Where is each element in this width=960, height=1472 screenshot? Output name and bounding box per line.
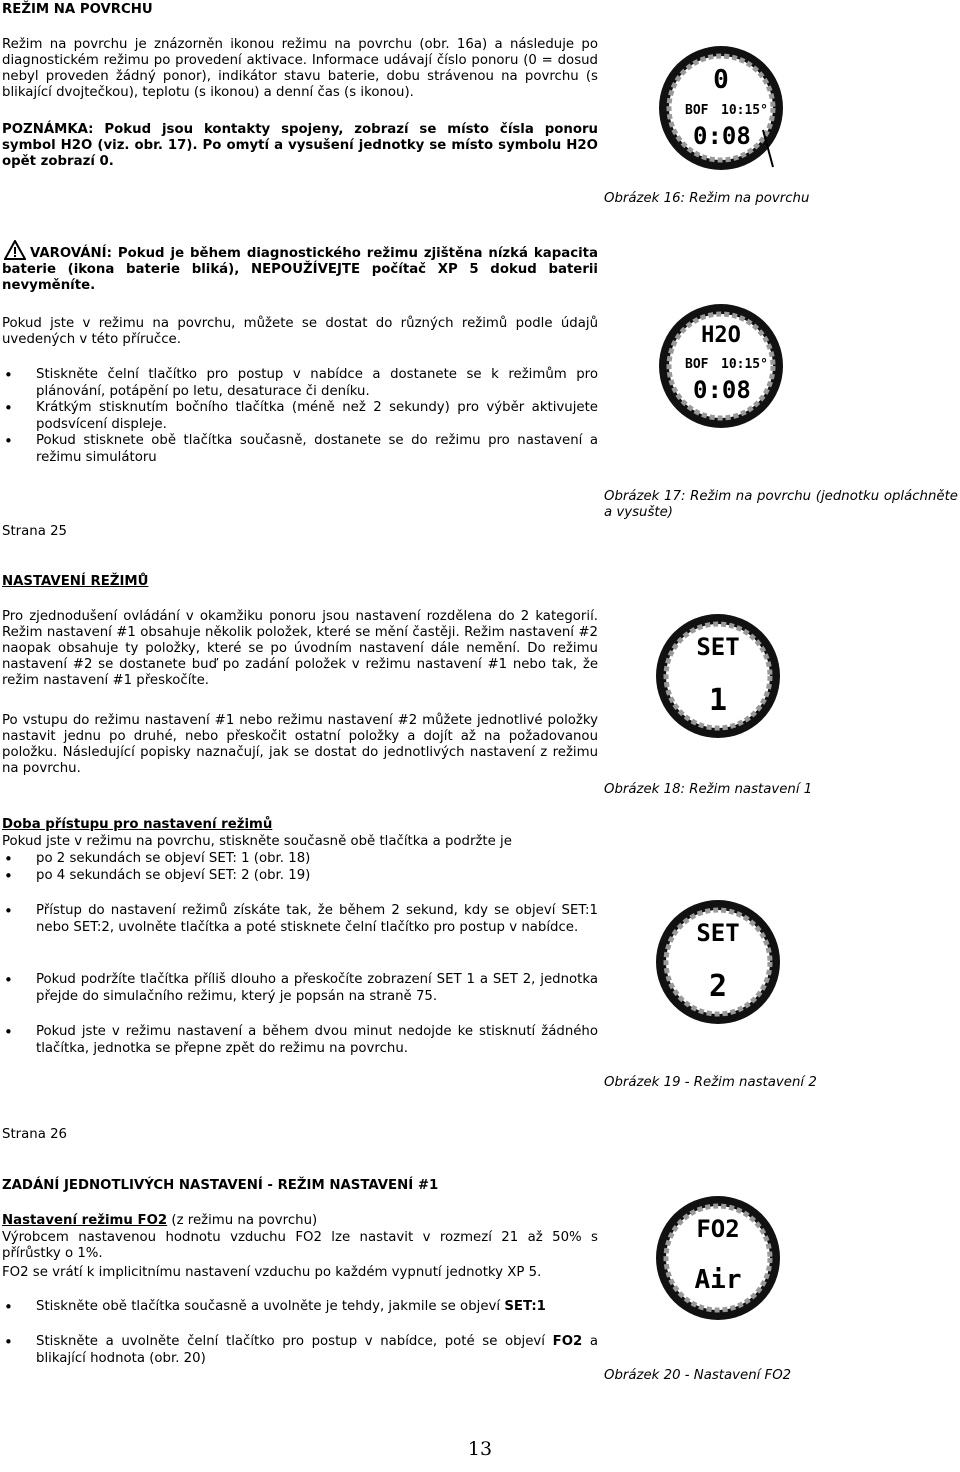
- lcd-bof-label: BOF: [685, 357, 709, 372]
- paragraph: Pokud jste v režimu na povrchu, můžete se dostat do různých režimů podle údajů uvedených v této příručce.: [2, 316, 598, 347]
- lcd-set-label: SET: [696, 919, 740, 947]
- subsection-suffix: (z režimu na povrchu): [167, 1213, 318, 1228]
- warning-paragraph: VAROVÁNÍ: Pokud je během diagnostického režimu zjištěna nízká kapacita baterie (ikona baterie bliká), NEPOUŽÍVEJTE počítač XP 5 dokud baterii nevyměníte.: [2, 246, 598, 293]
- paragraph: Pro zjednodušení ovládání v okamžiku ponoru jsou nastavení rozdělena do 2 kategorií. Režim nastavení #1 obsahuje několik položek, které se mění častěji. Režim nastavení #2 naopak obsahuje ty položky, které se po úvodním nastavení dále nemění. Do režimu nastavení #2 se dostanete buď po zadání položek v režimu nastavení #1 nebo tak, že režim nastavení #1 přeskočíte.: [2, 609, 598, 688]
- list-item: • Stiskněte čelní tlačítko pro postup v nabídce a dostanete se k režimům pro plánování, potápění po letu, desaturace či deníku.: [2, 367, 598, 400]
- list-item-bold: SET:1: [504, 1299, 546, 1314]
- list-item: • Pokud jste v režimu nastavení a během dvou minut nedojde ke stisknutí žádného tlačítka, jednotka se přepne zpět do režimu na povrchu.: [2, 1024, 598, 1057]
- list-item: • Pokud podržíte tlačítka příliš dlouho a přeskočíte zobrazení SET 1 a SET 2, jednotka přejde do simulačního režimu, který je popsán na straně 75.: [2, 972, 598, 1005]
- lcd-fo2-label: FO2: [696, 1215, 740, 1243]
- bullet-list: [2, 1299, 598, 1316]
- dive-computer-figure-20: [652, 1192, 784, 1324]
- dive-computer-figure-19: [652, 896, 784, 1028]
- bullet-list: [2, 972, 598, 1005]
- list-item-bold: FO2: [552, 1334, 583, 1349]
- bullet-list: [2, 1024, 598, 1057]
- lcd-set-label: SET: [696, 633, 740, 661]
- list-item: • po 4 sekundách se objeví SET: 2 (obr. 19): [2, 868, 598, 885]
- list-item-text: Stiskněte obě tlačítka současně a uvolněte je tehdy, jakmile se objeví: [36, 1299, 505, 1314]
- figure-caption-16: Obrázek 16: Režim na povrchu: [604, 191, 810, 206]
- page-number: 13: [467, 1438, 493, 1460]
- lcd-bof-label: BOF: [685, 103, 709, 118]
- dive-computer-figure-17: [655, 300, 787, 432]
- lcd-fo2-value: Air: [694, 1265, 742, 1295]
- list-item-text: Stiskněte a uvolněte čelní tlačítko pro postup v nabídce, poté se objeví: [36, 1334, 553, 1349]
- figure-caption-18: Obrázek 18: Režim nastavení 1: [604, 782, 813, 797]
- lcd-time: 10:15°: [721, 103, 768, 118]
- paragraph: FO2 se vrátí k implicitnímu nastavení vzduchu po každém vypnutí jednotky XP 5.: [2, 1265, 542, 1280]
- bullet-list: [2, 903, 598, 936]
- paragraph: Po vstupu do režimu nastavení #1 nebo režimu nastavení #2 můžete jednotlivé položky nastavit jednu po druhé, nebo přeskočit ostatní položky a dojít až na požadovanou položku. Následující popisky naznačují, jak se dostat do jednotlivých nastavení z režimu na povrchu.: [2, 713, 598, 776]
- paragraph: Režim na povrchu je znázorněn ikonou režimu na povrchu (obr. 16a) a následuje po diagnostickém režimu po provedení aktivace. Informace udávají číslo ponoru (0 = dosud nebyl proveden žádný ponor), indikátor stavu baterie, dobu strávenou na povrchu (s blikající dvojtečkou), teplotu (s ikonou) a denní čas (s ikonou).: [2, 37, 598, 100]
- section-heading-surface-mode: REŽIM NA POVRCHU: [2, 2, 153, 17]
- lcd-time: 10:15°: [721, 357, 768, 372]
- paragraph: Výrobcem nastavenou hodnotu vzduchu FO2 lze nastavit v rozmezí 21 až 50% s přírůstky o 1%.: [2, 1230, 598, 1261]
- dive-computer-figure-16: [655, 42, 787, 174]
- subsection-title: Nastavení režimu FO2: [2, 1213, 168, 1228]
- list-item: [2, 1299, 598, 1316]
- lcd-surface-time: 0:08: [693, 376, 751, 404]
- list-item-text: a blikající hodnota (obr. 20): [36, 1334, 599, 1366]
- figure-caption-20: Obrázek 20 - Nastavení FO2: [604, 1368, 792, 1383]
- subsection-heading-access-time: Doba přístupu pro nastavení režimů: [2, 817, 273, 832]
- list-item: • po 2 sekundách se objeví SET: 1 (obr. 18): [2, 851, 598, 868]
- subsection-heading-fo2: [2, 1213, 317, 1229]
- page-label: Strana 26: [2, 1127, 67, 1142]
- lcd-surface-time: 0:08: [693, 122, 751, 150]
- section-heading-setup-entries: ZADÁNÍ JEDNOTLIVÝCH NASTAVENÍ - REŽIM NASTAVENÍ #1: [2, 1178, 439, 1193]
- paragraph: Pokud jste v režimu na povrchu, stiskněte současně obě tlačítka a podržte je: [2, 834, 512, 849]
- list-item: • Krátkým stisknutím bočního tlačítka (méně než 2 sekundy) pro výběr aktivujete podsvícení displeje.: [2, 400, 598, 433]
- list-item: [2, 1334, 598, 1367]
- bullet-list: [2, 1334, 598, 1367]
- note-paragraph: POZNÁMKA: Pokud jsou kontakty spojeny, zobrazí se místo čísla ponoru symbol H2O (viz. obr. 17). Po omytí a vysušení jednotky se místo symbolu H2O opět zobrazí 0.: [2, 122, 598, 169]
- page-label: Strana 25: [2, 524, 67, 539]
- list-item: • Pokud stisknete obě tlačítka současně, dostanete se do režimu pro nastavení a režimu simulátoru: [2, 433, 598, 466]
- figure-caption-17: Obrázek 17: Režim na povrchu (jednotku opláchněte a vysušte): [604, 489, 958, 520]
- figure-caption-19: Obrázek 19 - Režim nastavení 2: [604, 1075, 817, 1090]
- section-heading-setup-modes: NASTAVENÍ REŽIMŮ: [2, 574, 149, 589]
- bullet-list: [2, 851, 598, 884]
- dive-computer-figure-18: [652, 610, 784, 742]
- lcd-set-number: 2: [708, 969, 728, 1004]
- list-item: • Přístup do nastavení režimů získáte tak, že během 2 sekund, kdy se objeví SET:1 nebo SET:2, uvolněte tlačítka a poté stisknete čelní tlačítko pro postup v nabídce.: [2, 903, 598, 936]
- lcd-h2o-symbol: H2O: [701, 323, 741, 348]
- lcd-set-number: 1: [708, 683, 728, 718]
- lcd-dive-number: 0: [713, 65, 729, 95]
- bullet-list: [2, 367, 598, 466]
